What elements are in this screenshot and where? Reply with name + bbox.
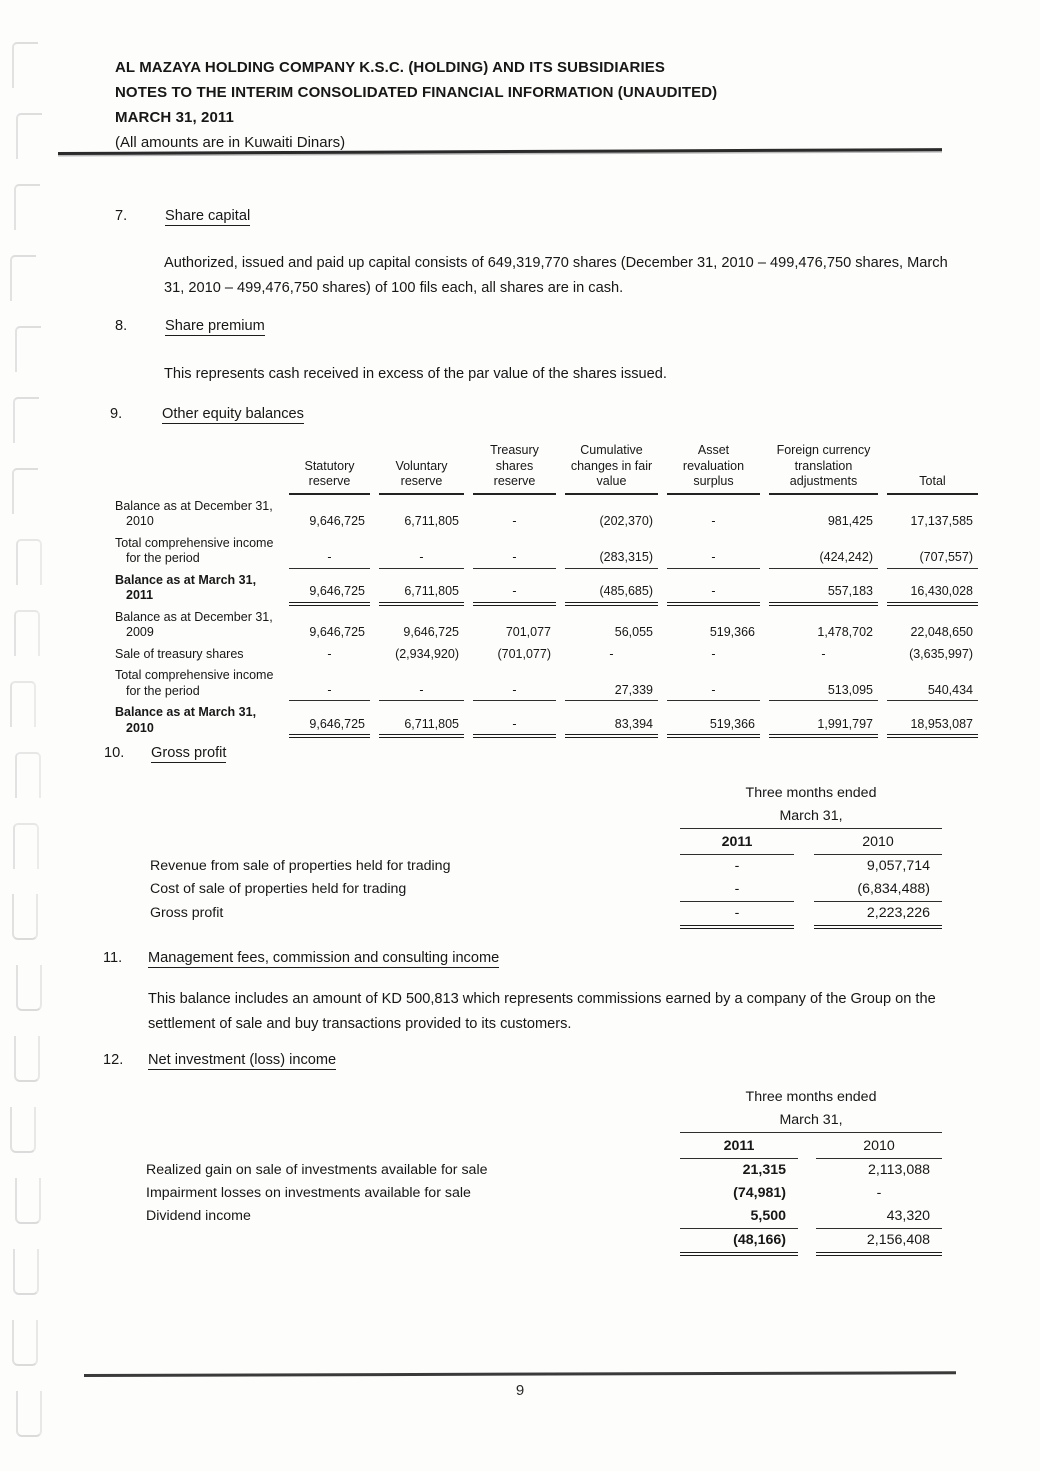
- binding-mark: [10, 255, 36, 301]
- row-label: Impairment losses on investments available for sale: [146, 1185, 471, 1201]
- cell-value: 17,137,585: [910, 514, 973, 528]
- cell-value: -: [667, 580, 760, 606]
- row-label: Balance as at March 31, 2010: [115, 705, 257, 735]
- binding-mark: [12, 894, 38, 940]
- management-fees-paragraph: This balance includes an amount of KD 500,813 which represents commissions earned by a company of the Group on the settlement of sale and buy transactions provided to its customers.: [148, 991, 936, 1032]
- cell-value: 9,646,725: [309, 514, 365, 528]
- binding-mark: [15, 1178, 41, 1224]
- binding-mark: [10, 1107, 36, 1153]
- binding-mark: [16, 539, 42, 585]
- gross-profit-table: [148, 782, 942, 929]
- row-label: Total comprehensive income for the period: [115, 535, 274, 565]
- col-header-total: Total: [887, 474, 978, 495]
- col-header-fx-translation: Foreign currency translation adjustments: [769, 443, 878, 495]
- cell-value: 2,223,226: [814, 902, 942, 929]
- cell-value: 6,711,805: [404, 514, 459, 528]
- row-label: Sale of treasury shares: [115, 646, 244, 661]
- section-heading-gross-profit: [104, 745, 226, 761]
- cell-value: 981,425: [827, 514, 873, 528]
- cell-value: -: [680, 878, 794, 902]
- row-label: Cost of sale of properties held for trading: [150, 881, 407, 897]
- cell-value: (2,934,920): [395, 646, 459, 661]
- cell-value: -: [680, 902, 794, 929]
- row-label: Realized gain on sale of investments available for sale: [146, 1162, 488, 1178]
- cell-value: (424,242): [769, 546, 878, 569]
- cell-value: 43,320: [816, 1205, 942, 1229]
- cell-value: -: [876, 1185, 882, 1201]
- cell-value: 5,500: [680, 1205, 798, 1229]
- company-name: AL MAZAYA HOLDING COMPANY K.S.C. (HOLDING) AND ITS SUBSIDIARIES: [115, 59, 665, 76]
- section-number: 8.: [115, 318, 128, 334]
- row-label: Revenue from sale of properties held for trading: [150, 858, 451, 874]
- period-header: Three months ended: [745, 1089, 877, 1105]
- cell-value: 83,394: [565, 713, 658, 739]
- section-number: 9.: [110, 406, 123, 422]
- cell-value: (707,557): [887, 546, 978, 569]
- document-title: NOTES TO THE INTERIM CONSOLIDATED FINANCIAL INFORMATION (UNAUDITED): [115, 84, 718, 101]
- table-row: [112, 701, 978, 738]
- cell-value: 2,113,088: [867, 1162, 930, 1178]
- section-title: Share premium: [165, 318, 265, 334]
- section-number: 11.: [103, 950, 123, 966]
- cell-value: -: [667, 546, 760, 569]
- cell-value: 6,711,805: [379, 580, 464, 606]
- section-title: Management fees, commission and consulting income: [148, 950, 500, 966]
- period-subheader: March 31,: [680, 805, 942, 829]
- cell-value: 540,434: [887, 679, 978, 702]
- row-label: Balance as at December 31, 2010: [115, 498, 273, 528]
- col-header-2011: 2011: [680, 1135, 798, 1159]
- col-header-2010: 2010: [816, 1135, 942, 1159]
- cell-value: 56,055: [614, 625, 653, 639]
- share-premium-paragraph: This represents cash received in excess of the par value of the shares issued.: [164, 366, 667, 382]
- row-label: Total comprehensive income for the period: [115, 668, 274, 698]
- cell-value: (74,981): [733, 1185, 786, 1201]
- cell-value: 27,339: [565, 679, 658, 702]
- section-number: 7.: [115, 208, 128, 224]
- cell-value: 9,057,714: [866, 858, 930, 874]
- row-label: Dividend income: [146, 1208, 251, 1224]
- net-investment-table: [144, 1086, 942, 1256]
- section-title: Gross profit: [151, 745, 227, 761]
- binding-mark: [14, 184, 40, 230]
- footer-rule: [84, 1371, 956, 1377]
- col-header-treasury-shares-reserve: Treasury shares reserve: [473, 443, 556, 495]
- col-header-voluntary-reserve: Voluntary reserve: [379, 459, 464, 495]
- table-row: [112, 664, 978, 701]
- row-label: Balance as at December 31, 2009: [115, 609, 273, 639]
- col-header-asset-revaluation: Asset revaluation surplus: [667, 443, 760, 495]
- cell-value: 18,953,087: [887, 713, 978, 739]
- binding-mark: [13, 397, 39, 443]
- binding-mark: [15, 752, 41, 798]
- cell-value: -: [667, 679, 760, 702]
- cell-value: (485,685): [565, 580, 658, 606]
- binding-mark: [10, 681, 36, 727]
- cell-value: -: [512, 514, 517, 528]
- page-number: 9: [515, 1382, 525, 1399]
- binding-mark: [13, 823, 39, 869]
- section-heading-other-equity: [110, 406, 304, 422]
- cell-value: -: [711, 646, 716, 661]
- table-row: [112, 532, 978, 569]
- section-heading-management-fees: [103, 950, 499, 966]
- cell-value: -: [711, 514, 716, 528]
- cell-value: 2,156,408: [816, 1229, 942, 1256]
- row-label: Gross profit: [150, 905, 224, 921]
- cell-value: (3,635,997): [909, 646, 973, 661]
- period-header: Three months ended: [745, 785, 877, 801]
- binding-mark: [14, 610, 40, 656]
- cell-value: -: [327, 646, 332, 661]
- cell-value: -: [289, 546, 370, 569]
- row-label: [144, 1229, 680, 1256]
- period-subheader: March 31,: [680, 1109, 942, 1133]
- section-heading-net-investment: [103, 1052, 336, 1068]
- cell-value: -: [379, 679, 464, 702]
- cell-value: 9,646,725: [289, 580, 370, 606]
- cell-value: 16,430,028: [887, 580, 978, 606]
- section-number: 10.: [104, 745, 125, 761]
- cell-value: -: [734, 858, 740, 874]
- document-date: MARCH 31, 2011: [115, 109, 234, 126]
- cell-value: 557,183: [769, 580, 878, 606]
- equity-header-row: [112, 443, 978, 495]
- binding-mark: [15, 326, 41, 372]
- cell-value: (701,077): [497, 646, 551, 661]
- cell-value: -: [379, 546, 464, 569]
- section-heading-share-premium: [115, 318, 265, 334]
- binding-mark: [12, 1320, 38, 1366]
- table-row: [112, 569, 978, 606]
- section-title: Other equity balances: [162, 406, 304, 422]
- cell-value: -: [473, 546, 556, 569]
- share-capital-paragraph: Authorized, issued and paid up capital consists of 649,319,770 shares (December 31, 2010 – 499,476,750 shares, March 31, 2010 – 499,476,750 shares) of 100 fils each, all shares are in cash.: [164, 255, 948, 296]
- binding-mark: [16, 113, 42, 159]
- cell-value: 513,095: [769, 679, 878, 702]
- binding-mark: [16, 965, 42, 1011]
- cell-value: (6,834,488): [814, 878, 942, 902]
- table-row: [112, 495, 978, 532]
- cell-value: -: [473, 713, 556, 739]
- col-header-statutory-reserve: Statutory reserve: [289, 459, 370, 495]
- cell-value: -: [609, 646, 614, 661]
- cell-value: (283,315): [565, 546, 658, 569]
- cell-value: -: [473, 580, 556, 606]
- cell-value: (202,370): [599, 514, 653, 528]
- cell-value: -: [821, 646, 826, 661]
- col-header-2011: 2011: [680, 831, 794, 855]
- document-header: [115, 55, 945, 155]
- binding-mark: [12, 468, 38, 514]
- cell-value: 1,478,702: [817, 625, 873, 639]
- binding-mark: [12, 42, 38, 88]
- cell-value: 6,711,805: [379, 713, 464, 739]
- cell-value: (48,166): [680, 1229, 798, 1256]
- binding-mark: [13, 1249, 39, 1295]
- table-row: [112, 643, 978, 665]
- equity-balances-table: [112, 443, 978, 738]
- cell-value: 1,991,797: [769, 713, 878, 739]
- cell-value: 701,077: [505, 625, 551, 639]
- col-header-cumulative-changes: Cumulative changes in fair value: [565, 443, 658, 495]
- row-label: Balance as at March 31, 2011: [115, 572, 257, 602]
- binding-mark: [14, 1036, 40, 1082]
- cell-value: 9,646,725: [289, 713, 370, 739]
- cell-value: 519,366: [667, 713, 760, 739]
- col-header-2010: 2010: [814, 831, 942, 855]
- cell-value: 519,366: [709, 625, 755, 639]
- section-title: Net investment (loss) income: [148, 1052, 337, 1068]
- cell-value: 9,646,725: [309, 625, 365, 639]
- cell-value: 21,315: [742, 1162, 786, 1178]
- currency-note: (All amounts are in Kuwaiti Dinars): [115, 134, 346, 151]
- cell-value: 9,646,725: [403, 625, 459, 639]
- cell-value: -: [289, 679, 370, 702]
- section-heading-share-capital: [115, 208, 250, 224]
- section-title: Share capital: [165, 208, 251, 224]
- cell-value: 22,048,650: [910, 625, 973, 639]
- table-row: [112, 606, 978, 643]
- cell-value: -: [473, 679, 556, 702]
- section-number: 12.: [103, 1052, 124, 1068]
